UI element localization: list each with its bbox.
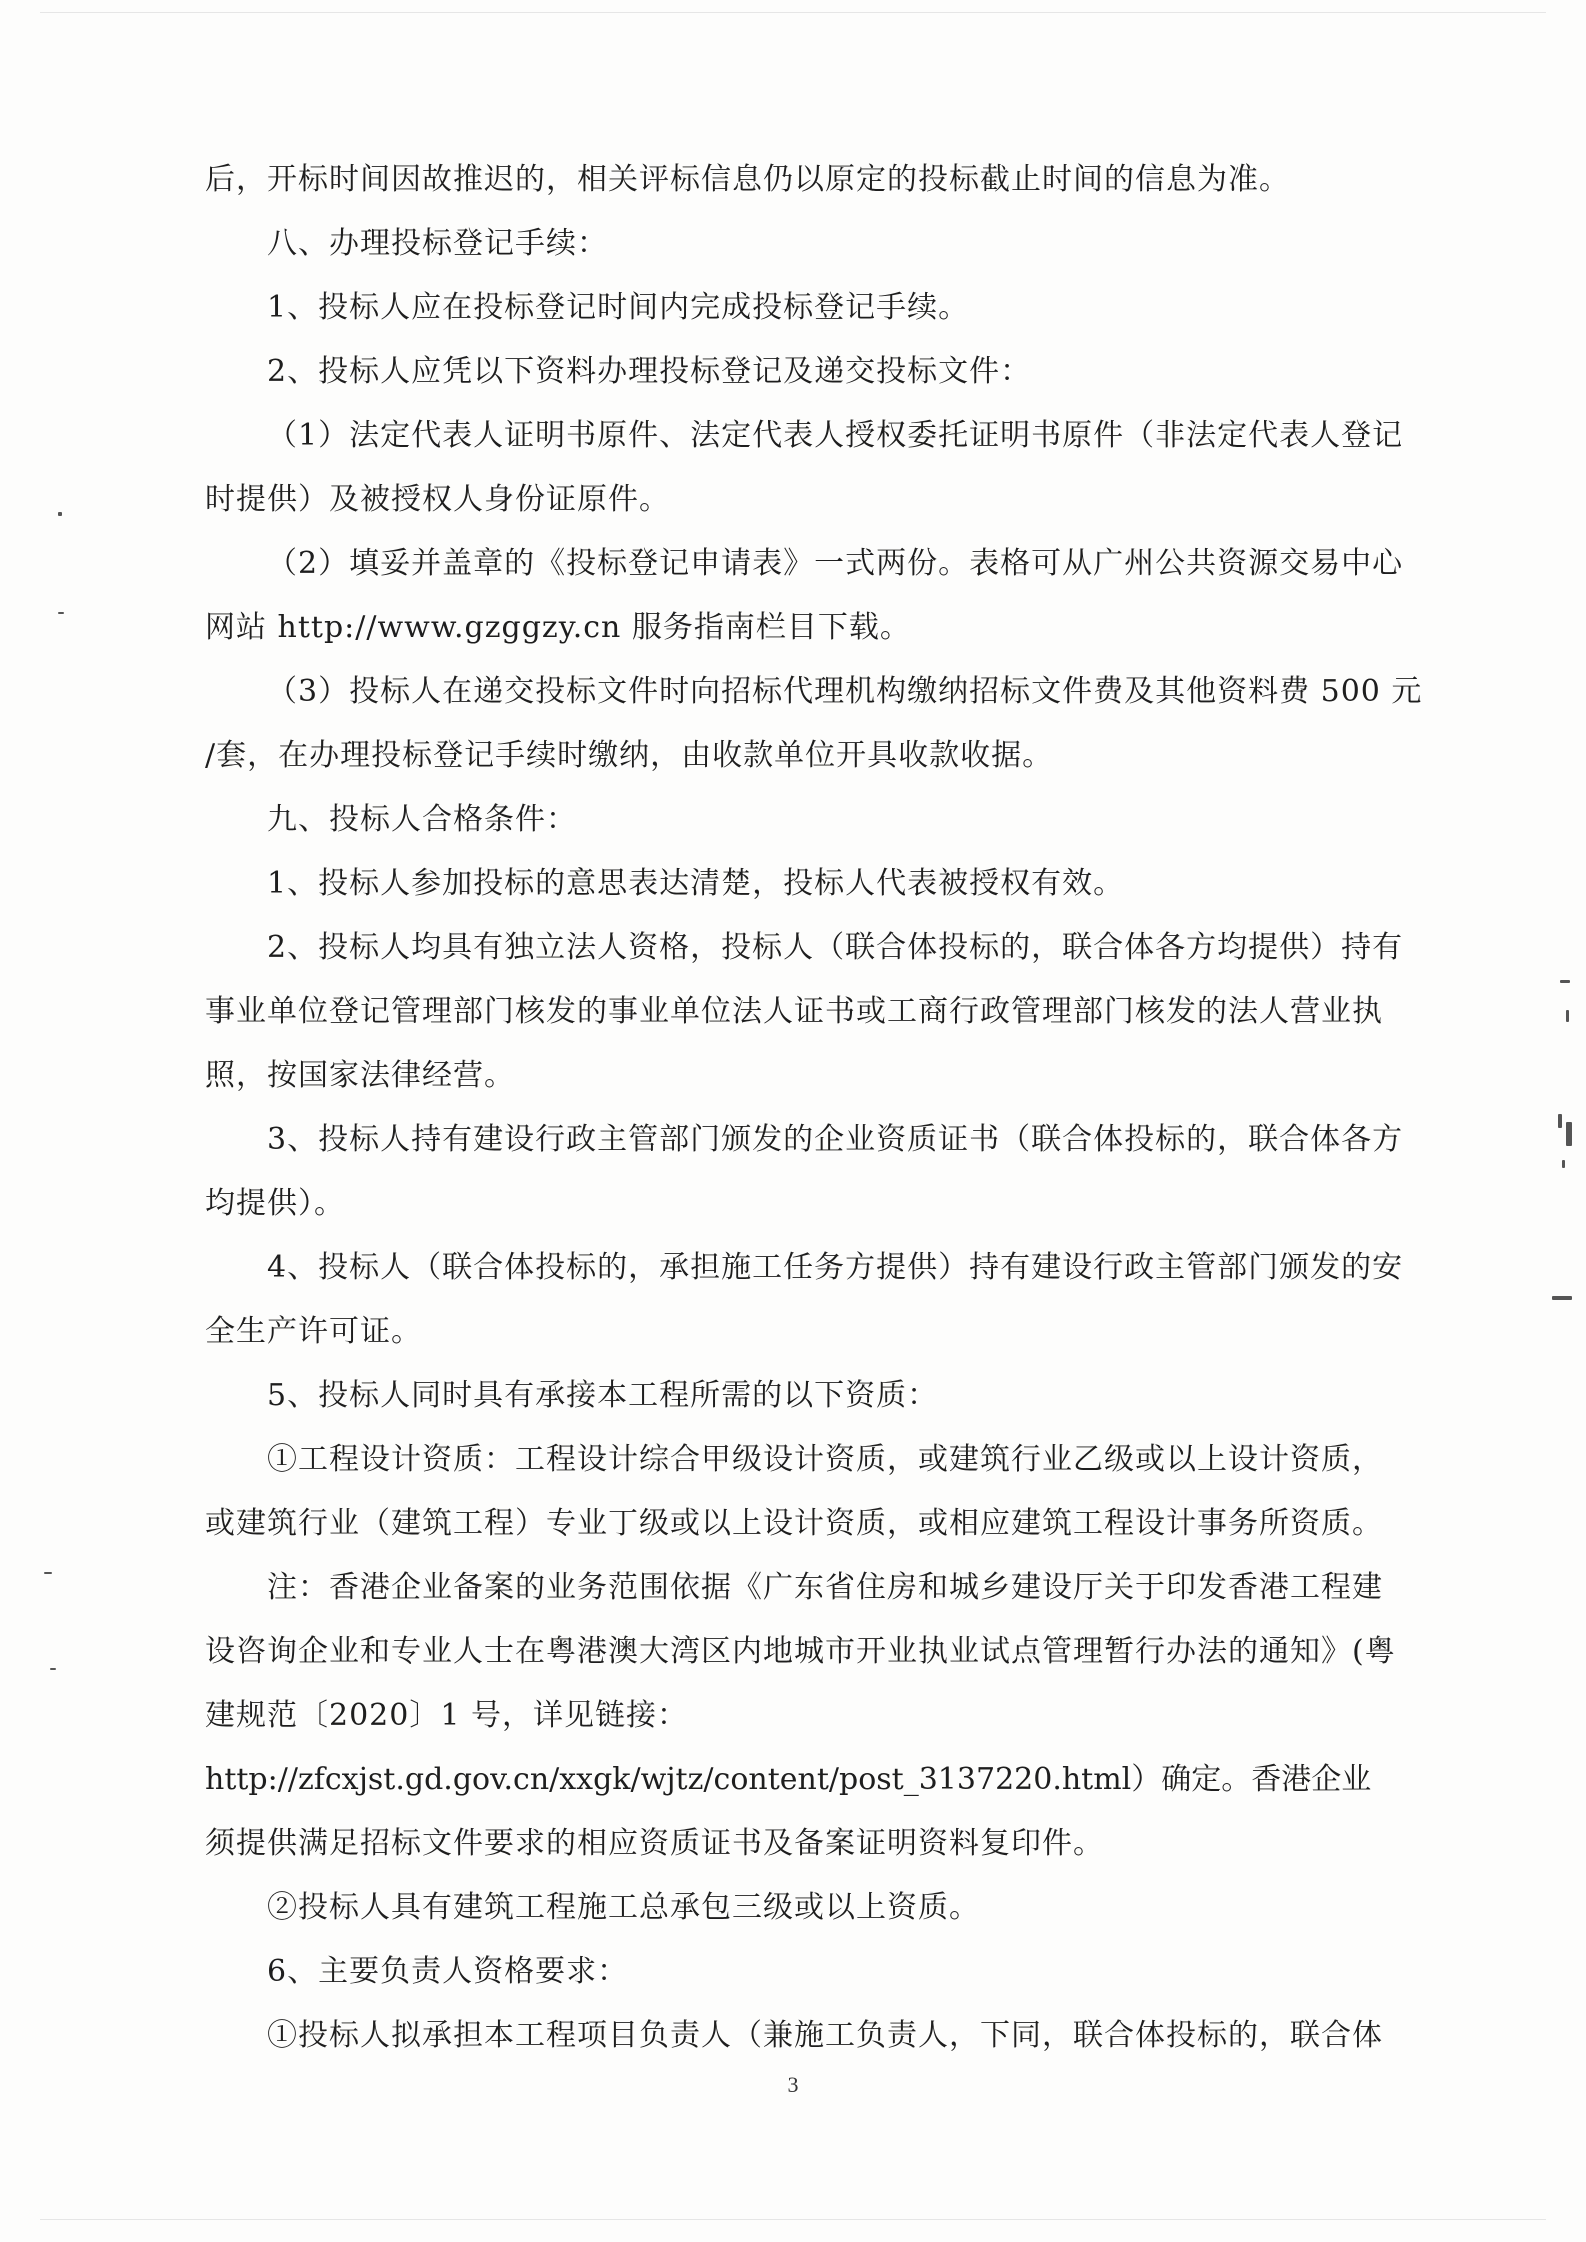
text-line: 5、投标人同时具有承接本工程所需的以下资质： (267, 1378, 939, 1413)
text-line: 事业单位登记管理部门核发的事业单位法人证书或工商行政管理部门核发的法人营业执 (205, 994, 1383, 1029)
scan-speck (1566, 1122, 1572, 1146)
text-line: 建规范〔2020〕1 号，详见链接： (205, 1698, 688, 1733)
text-line: /套，在办理投标登记手续时缴纳，由收款单位开具收款收据。 (205, 738, 1054, 773)
text-line: 注：香港企业备案的业务范围依据《广东省住房和城乡建设厅关于印发香港工程建 (267, 1570, 1383, 1605)
scan-edge-top (40, 12, 1546, 13)
page-number: 3 (787, 2072, 799, 2097)
scan-speck (44, 1572, 52, 1574)
text-line: （2）填妥并盖章的《投标登记申请表》一式两份。表格可从广州公共资源交易中心 (267, 546, 1404, 581)
scan-speck (1560, 980, 1570, 983)
scan-speck (1566, 1010, 1569, 1022)
text-line: 1、投标人参加投标的意思表达清楚，投标人代表被授权有效。 (267, 866, 1125, 901)
scan-edge-bottom (40, 2219, 1546, 2220)
text-line: （3）投标人在递交投标文件时向招标代理机构缴纳招标文件费及其他资料费 500 元 (267, 674, 1423, 709)
scan-speck (1552, 1296, 1572, 1300)
scan-speck (50, 1668, 56, 1670)
text-line: 后，开标时间因故推迟的，相关评标信息仍以原定的投标截止时间的信息为准。 (205, 162, 1290, 197)
scan-speck (1558, 1114, 1562, 1128)
text-line: ①工程设计资质：工程设计综合甲级设计资质，或建筑行业乙级或以上设计资质， (267, 1442, 1383, 1477)
scan-speck (58, 512, 62, 516)
text-line: 须提供满足招标文件要求的相应资质证书及备案证明资料复印件。 (205, 1826, 1104, 1861)
text-line: 2、投标人均具有独立法人资格，投标人（联合体投标的，联合体各方均提供）持有 (267, 930, 1404, 965)
text-line: 均提供）。 (205, 1186, 345, 1221)
text-line: 照，按国家法律经营。 (205, 1058, 515, 1093)
text-line: ①投标人拟承担本工程项目负责人（兼施工负责人，下同，联合体投标的，联合体 (267, 2018, 1383, 2053)
text-line: 全生产许可证。 (205, 1314, 422, 1349)
text-line: 设咨询企业和专业人士在粤港澳大湾区内地城市开业执业试点管理暂行办法的通知》(粤 (205, 1634, 1396, 1669)
text-line: 1、投标人应在投标登记时间内完成投标登记手续。 (267, 290, 970, 325)
text-line: 2、投标人应凭以下资料办理投标登记及递交投标文件： (267, 354, 1032, 389)
text-line: 4、投标人（联合体投标的，承担施工任务方提供）持有建设行政主管部门颁发的安 (267, 1250, 1404, 1285)
text-line: 网站 http://www.gzggzy.cn 服务指南栏目下载。 (205, 610, 911, 645)
text-line: 或建筑行业（建筑工程）专业丁级或以上设计资质，或相应建筑工程设计事务所资质。 (205, 1506, 1383, 1541)
section-heading: 八、办理投标登记手续： (267, 226, 608, 261)
text-line: 6、主要负责人资格要求： (267, 1954, 629, 1989)
text-line: 3、投标人持有建设行政主管部门颁发的企业资质证书（联合体投标的，联合体各方 (267, 1122, 1404, 1157)
text-line: ②投标人具有建筑工程施工总承包三级或以上资质。 (267, 1890, 980, 1925)
text-line: 时提供）及被授权人身份证原件。 (205, 482, 670, 517)
scan-speck (1562, 1160, 1565, 1168)
link-text-line: http://zfcxjst.gd.gov.cn/xxgk/wjtz/content/post_3137220.html）确定。香港企业 (205, 1762, 1372, 1797)
text-line: （1）法定代表人证明书原件、法定代表人授权委托证明书原件（非法定代表人登记 (267, 418, 1404, 453)
scan-speck (58, 612, 64, 614)
section-heading: 九、投标人合格条件： (267, 802, 577, 837)
